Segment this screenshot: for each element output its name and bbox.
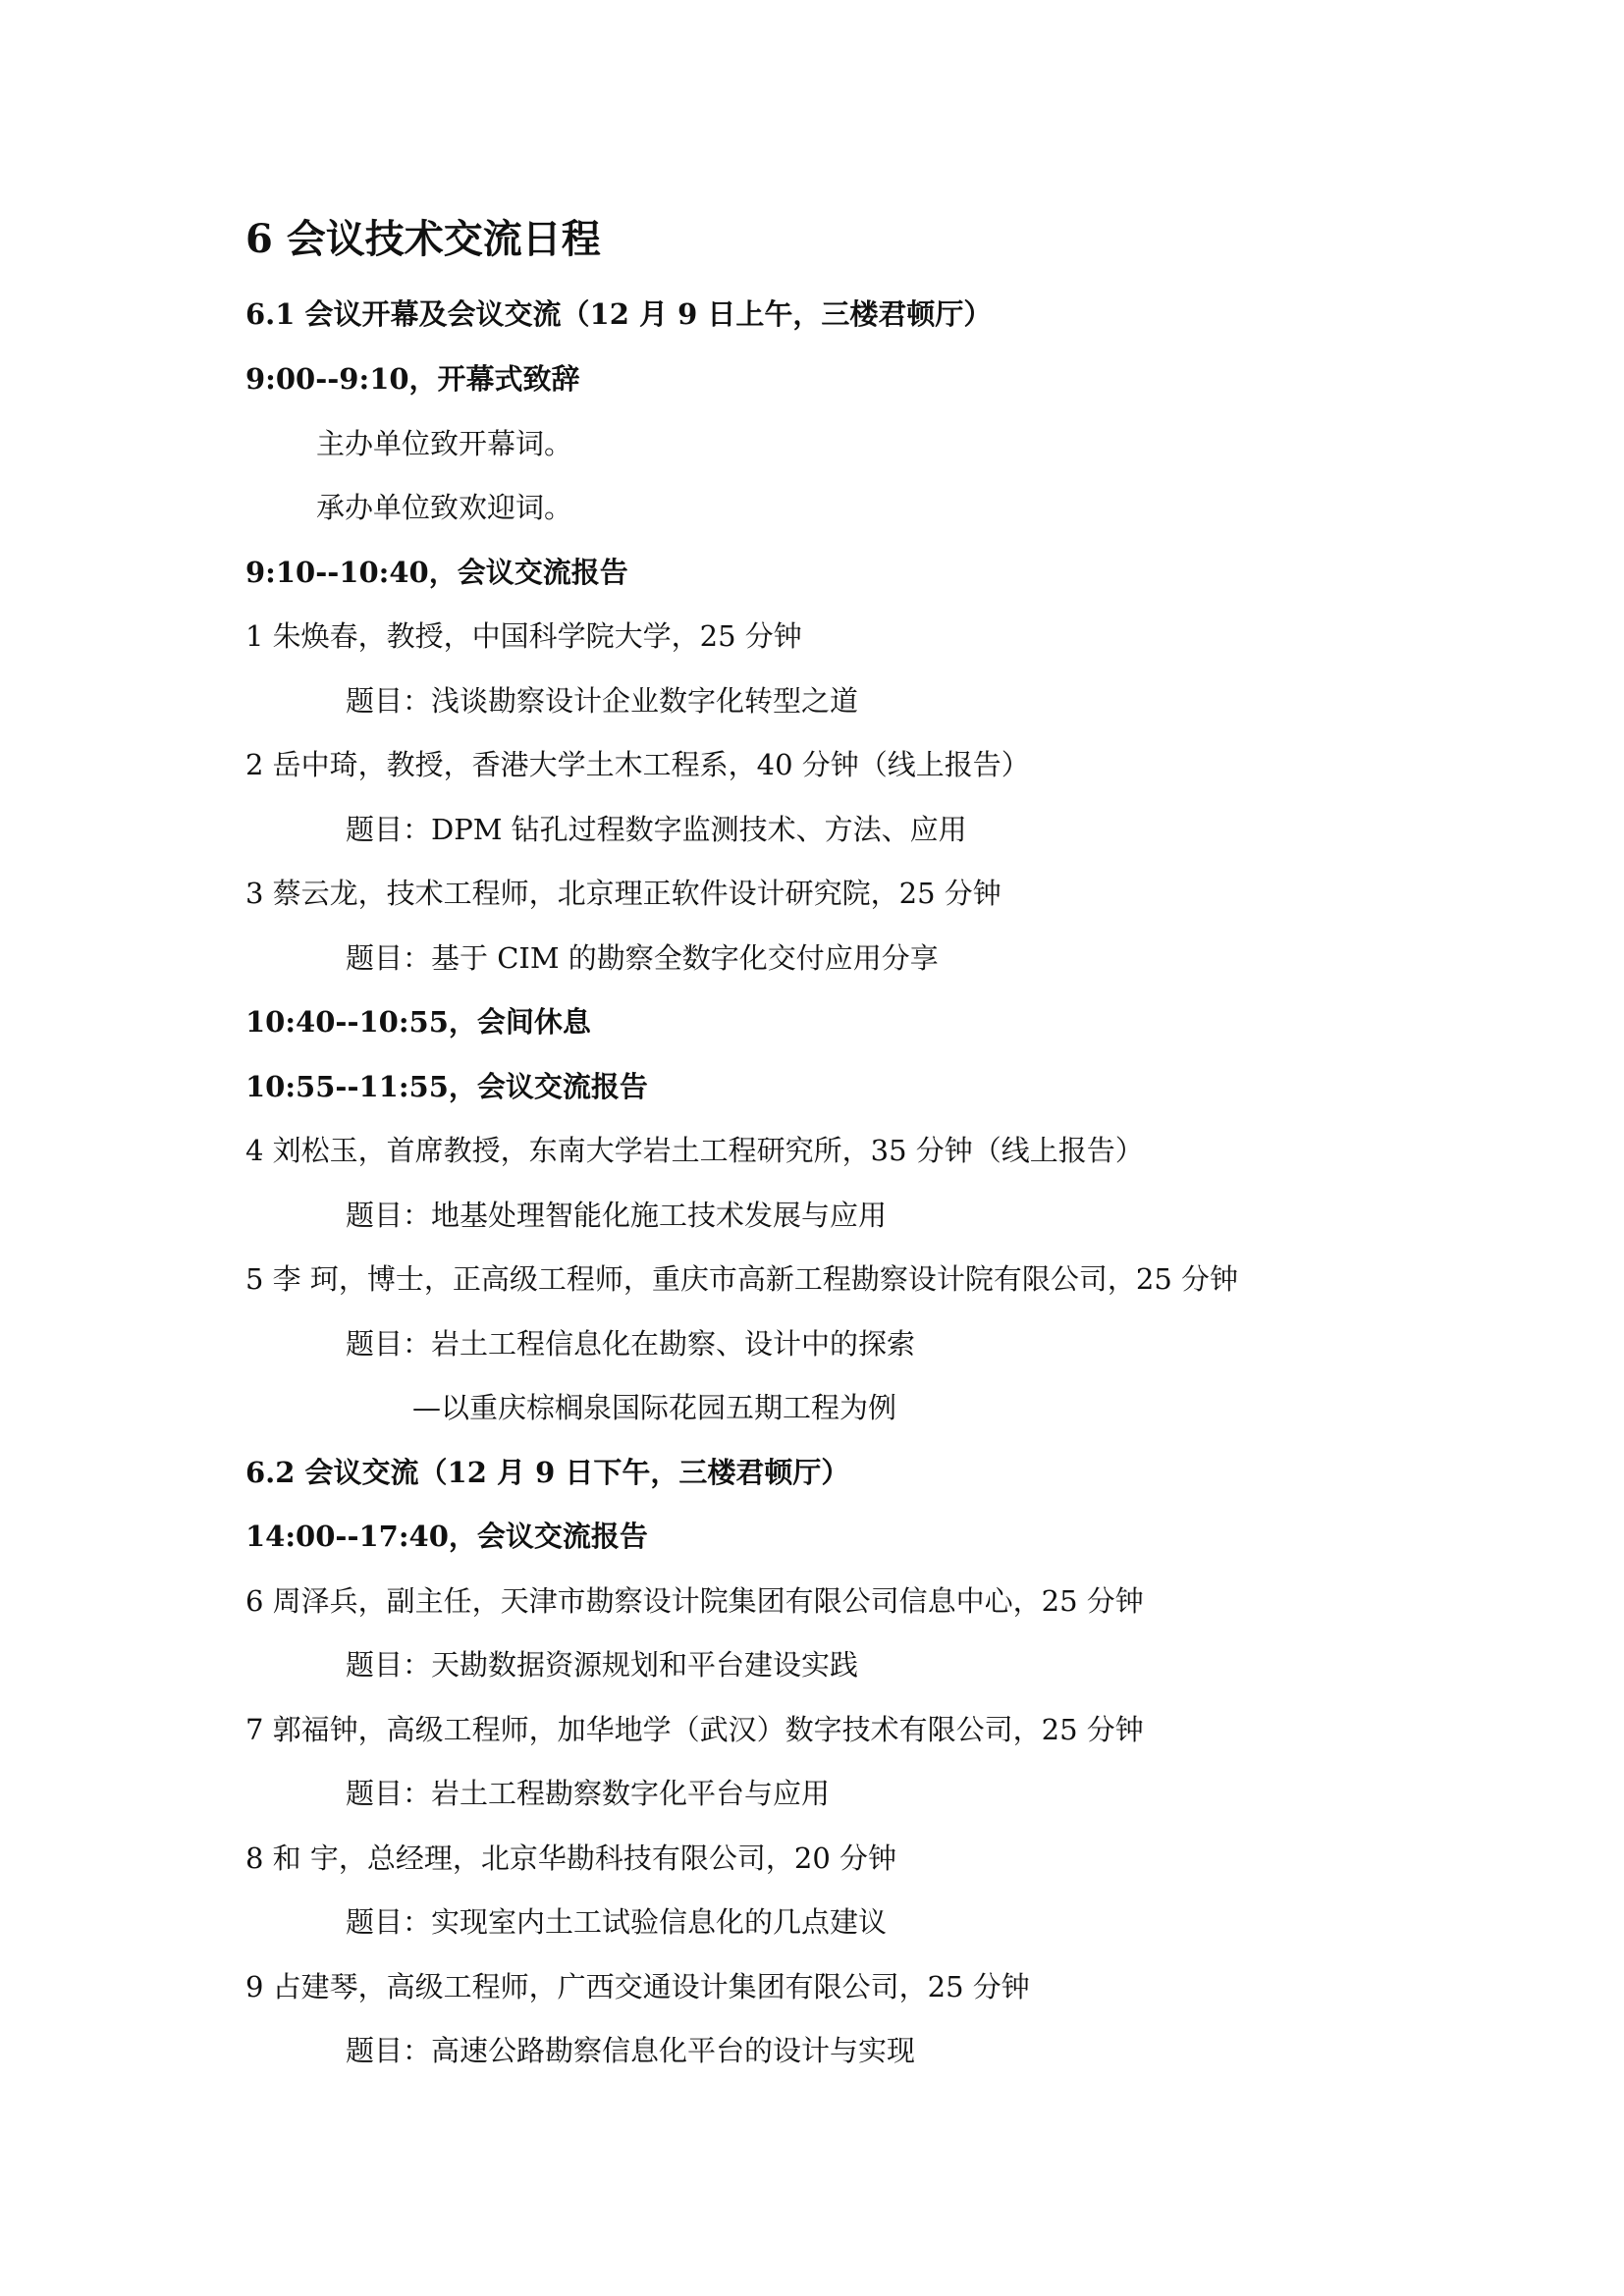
time-slot-block2: 10:55--11:55，会议交流报告 [245,1070,648,1103]
time-slot-break: 10:40--10:55，会间休息 [245,1005,591,1039]
talk-2-title: 题目：DPM 钻孔过程数字监测技术、方法、应用 [346,813,967,846]
talk-5-title: 题目：岩土工程信息化在勘察、设计中的探索 [346,1327,916,1361]
talk-1-speaker: 1 朱焕春，教授，中国科学院大学，25 分钟 [245,619,802,653]
section-title: 6 会议技术交流日程 [245,216,601,262]
opening-item-1: 主办单位致开幕词。 [316,427,573,460]
session-heading-6-2: 6.2 会议交流（12 月 9 日下午，三楼君顿厅） [245,1456,850,1489]
talk-6-title: 题目：天勘数据资源规划和平台建设实践 [346,1648,859,1682]
talk-7-speaker: 7 郭福钟，高级工程师，加华地学（武汉）数字技术有限公司，25 分钟 [245,1713,1144,1746]
talk-4-speaker: 4 刘松玉，首席教授，东南大学岩土工程研究所，35 分钟（线上报告） [245,1134,1144,1167]
session-heading-6-1: 6.1 会议开幕及会议交流（12 月 9 日上午，三楼君顿厅） [245,297,993,331]
talk-7-title: 题目：岩土工程勘察数字化平台与应用 [346,1777,831,1810]
talk-9-speaker: 9 占建琴，高级工程师，广西交通设计集团有限公司，25 分钟 [245,1970,1030,2003]
talk-2-speaker: 2 岳中琦，教授，香港大学土木工程系，40 分钟（线上报告） [245,748,1030,781]
time-slot-opening: 9:00--9:10，开幕式致辞 [245,362,580,396]
talk-1-title: 题目：浅谈勘察设计企业数字化转型之道 [346,684,859,718]
talk-4-title: 题目：地基处理智能化施工技术发展与应用 [346,1199,888,1232]
talk-8-title: 题目：实现室内土工试验信息化的几点建议 [346,1905,888,1939]
talk-3-speaker: 3 蔡云龙，技术工程师，北京理正软件设计研究院，25 分钟 [245,877,1001,910]
talk-8-speaker: 8 和 宇，总经理，北京华勘科技有限公司，20 分钟 [245,1842,897,1875]
talk-9-title: 题目：高速公路勘察信息化平台的设计与实现 [346,2034,916,2067]
time-slot-afternoon: 14:00--17:40，会议交流报告 [245,1520,648,1553]
talk-5-speaker: 5 李 珂，博士，正高级工程师，重庆市高新工程勘察设计院有限公司，25 分钟 [245,1262,1239,1296]
talk-3-title: 题目：基于 CIM 的勘察全数字化交付应用分享 [346,941,939,975]
talk-5-subtitle: —以重庆棕榈泉国际花园五期工程为例 [412,1391,897,1424]
talk-6-speaker: 6 周泽兵，副主任，天津市勘察设计院集团有限公司信息中心，25 分钟 [245,1584,1144,1618]
opening-item-2: 承办单位致欢迎词。 [316,491,573,524]
time-slot-block1: 9:10--10:40，会议交流报告 [245,556,628,589]
